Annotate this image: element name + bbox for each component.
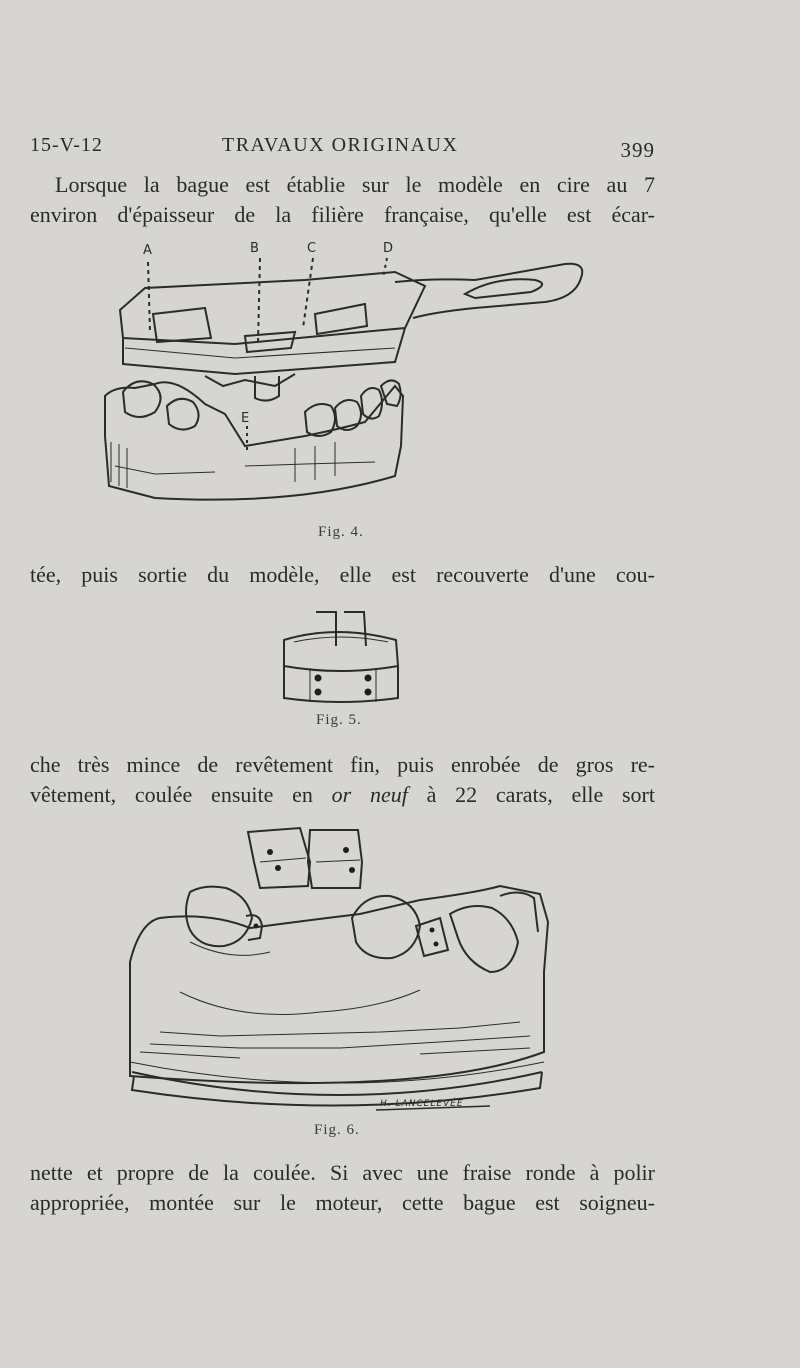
paragraph-1 — [30, 170, 655, 230]
paragraph-3 — [30, 750, 655, 810]
figure-5-illustration — [276, 606, 406, 706]
figure-4-label-a: A — [143, 243, 152, 258]
text-line: environ d'épaisseur de la filière française, qu'elle est écar- — [30, 202, 655, 227]
text-run: à 22 carats, elle sort — [407, 782, 655, 807]
header-section-title: TRAVAUX ORIGINAUX — [222, 134, 459, 156]
paragraph-2 — [30, 560, 655, 590]
figure-6-signature: H. LANCELEVÉE — [380, 1099, 464, 1109]
figure-4-caption: Fig. 4. — [318, 524, 364, 540]
fig5-hole — [365, 689, 372, 696]
figure-4-label-e: E — [241, 411, 250, 426]
figure-5-caption: Fig. 5. — [316, 712, 362, 728]
figure-4-label-b: B — [250, 241, 259, 256]
fig5-hole — [315, 675, 322, 682]
running-header — [30, 134, 655, 164]
figure-6-illustration — [120, 822, 560, 1122]
text-line — [30, 780, 655, 810]
text-line: appropriée, montée sur le moteur, cette bague est soigneu- — [30, 1190, 655, 1215]
text-run: vêtement, coulée ensuite en — [30, 782, 332, 807]
page-number: 399 — [620, 138, 655, 162]
text-line: che très mince de revêtement fin, puis enrobée de gros re- — [30, 752, 655, 777]
fig5-hole — [365, 675, 372, 682]
fig5-hole — [315, 689, 322, 696]
italic-text: or neuf — [331, 782, 408, 807]
paragraph-4 — [30, 1158, 655, 1218]
figure-4-illustration — [95, 236, 595, 516]
text-line: Lorsque la bague est établie sur le modèle en cire au 7 — [55, 172, 655, 197]
text-line: tée, puis sortie du modèle, elle est recouverte d'une cou- — [30, 562, 655, 587]
header-date: 15-V-12 — [30, 134, 103, 156]
figure-6-caption: Fig. 6. — [314, 1122, 360, 1138]
figure-4-label-d: D — [383, 241, 394, 256]
figure-4-label-c: C — [307, 241, 317, 256]
text-line: nette et propre de la coulée. Si avec une fraise ronde à polir — [30, 1160, 655, 1185]
